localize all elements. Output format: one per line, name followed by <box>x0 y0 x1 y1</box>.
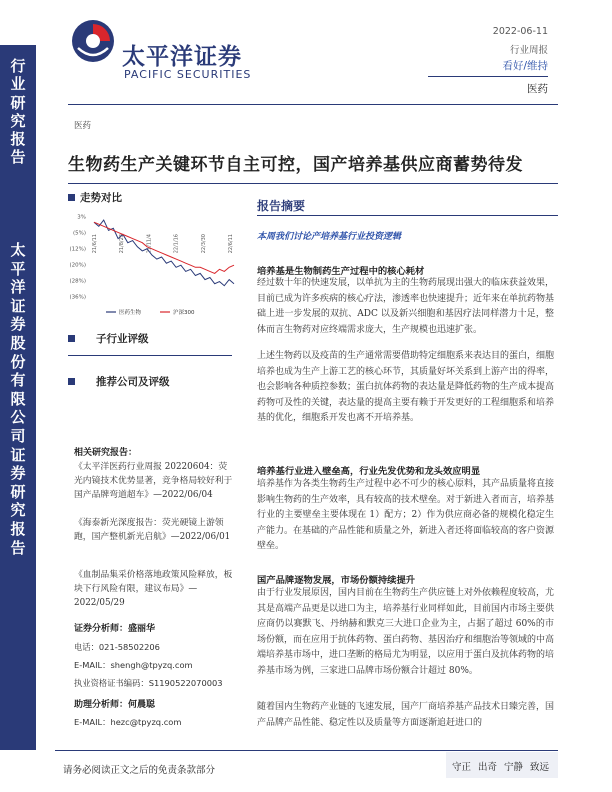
cert-label: 执业资格证书编码： <box>74 678 149 688</box>
y-tick-label: (36%) <box>69 294 86 301</box>
left-rule <box>68 355 232 356</box>
side-strip-char: 研 <box>10 482 26 501</box>
brand-name-cn: 太平洋证券 <box>122 44 242 70</box>
sector-tag: 医药 <box>74 121 92 131</box>
footer-rule <box>55 750 558 751</box>
side-strip-char: 券 <box>10 315 26 334</box>
section-heading: 培养基行业进入壁垒高，行业先发优势和龙头效应明显 <box>257 466 481 477</box>
side-strip-char: 证 <box>10 445 26 464</box>
x-tick-label: 22/3/30 <box>200 234 207 254</box>
industry-rating-title: 子行业评级 <box>96 333 149 345</box>
x-tick-label: 22/1/16 <box>173 234 180 254</box>
analyst-email <box>74 659 193 671</box>
recommend-title: 推荐公司及评级 <box>96 376 170 388</box>
phone-value: 021-58502206 <box>98 642 160 652</box>
side-strip-char: 券 <box>10 464 26 483</box>
report-title: 生物药生产关键环节自主可控，国产培养基供应商蓄势待发 <box>68 155 523 175</box>
analyst-label: 证券分析师： <box>74 624 129 634</box>
side-strip-char: 洋 <box>10 278 26 297</box>
summary-title: 报告摘要 <box>257 199 306 213</box>
section-paragraph: 经过数十年的快速发展，以单抗为主的生物药展现出强大的临床获益效果，目前已成为许多疾病的核心疗法，渗透率也快速提升；近年来在单抗药物基础上进一步发展的双抗、ADC 以及新兴细胞和基因疗法同样潜力十足，整体而言生物药对应终端需求庞大，生产规模也迅速扩张。 <box>257 278 555 335</box>
summary-rule <box>257 215 558 216</box>
side-strip-char: 证 <box>10 296 26 315</box>
summary-subtitle: 本周我们讨论产培养基行业投资逻辑 <box>257 232 402 242</box>
legend-label: 医药生物 <box>119 310 142 316</box>
x-tick-label: 21/11/4 <box>146 234 153 254</box>
assistant-name: 何晨聪 <box>128 700 156 710</box>
side-strip-char: 司 <box>10 426 26 445</box>
section-paragraph: 随着国内生物药产业链的飞速发展，国产厂商培养基产品技术日臻完善，国产品牌产品性能、稳定性以及质量等方面逐渐追赶进口的 <box>257 702 555 728</box>
side-strip-char: 研 <box>10 93 26 112</box>
email-value[interactable]: shengh@tpyzq.com <box>110 660 193 670</box>
phone-label: 电话： <box>74 642 99 652</box>
y-tick-label: (12%) <box>69 246 86 253</box>
related-report[interactable]: 《太平洋医药行业周报 20220604：荧光内镜技术优势显著，竞争格局较好利于国产品牌弯道超车》—2022/06/04 <box>74 462 233 500</box>
section-paragraph: 上述生物药以及疫苗的生产通常需要借助特定细胞系来表达目的蛋白，细胞培养也成为生产上游工艺的核心环节，其质量好坏关系到上游产出的得率，也会影响各种质控参数；蛋白抗体药物的表达量是降低药物的生产成本提高药物可及性的关键，表达量的提高主要有赖于开发更好的工程细胞系和培养基的优化，细胞系开发也离不开培养基。 <box>257 351 555 424</box>
trend-title: 走势对比 <box>80 192 122 204</box>
side-strip-char: 太 <box>10 241 26 259</box>
x-tick-label: 21/6/11 <box>92 234 98 254</box>
side-strip-char: 股 <box>10 333 26 352</box>
section-heading: 国产品牌逐物发展，市场份额持续提升 <box>257 575 416 586</box>
rating: 看好/维持 <box>502 60 548 72</box>
side-strip-char: 有 <box>10 371 26 390</box>
analyst-cert <box>74 677 223 689</box>
side-strip-company <box>0 241 36 557</box>
footer-disclaimer: 请务必阅读正文之后的免责条款部分 <box>63 765 216 776</box>
pacific-securities-logo-icon <box>70 18 116 64</box>
section-paragraph: 由于行业发展原因，国内目前在生物药生产供应链上对外依赖程度较高，尤其是高端产品更是以进口为主，培养基行业同样如此，目前国内市场主要供应商仍以赛默飞、丹纳赫和默克三大进口企业为主，占据了超过 60%的市场份额，而在应用于抗体药物、蛋白药物、基因治疗和细胞治等领域的中高端培养基市场中，进口垄断的格局尤为明显，以应用于蛋白及抗体药物的培养基市场为例，三家进口品牌市场份额合计超过 80%。 <box>257 588 555 676</box>
side-strip-report-type <box>0 57 36 167</box>
side-strip-char: 公 <box>10 408 26 427</box>
section-heading: 培养基是生物制药生产过程中的核心耗材 <box>257 266 425 277</box>
side-strip-char: 报 <box>10 519 26 538</box>
related-title: 相关研究报告： <box>74 448 138 458</box>
side-strip-char: 业 <box>10 75 26 94</box>
assistant-email <box>74 716 181 728</box>
side-strip-char: 份 <box>10 352 26 371</box>
related-report[interactable]: 《血制品集采价格落地政策风险释放，板块下行风险有限，建议布局》—2022/05/29 <box>74 570 233 608</box>
email2-value[interactable]: hezc@tpyzq.com <box>110 717 182 727</box>
y-tick-label: (20%) <box>69 262 86 269</box>
x-tick-label: 21/8/23 <box>119 234 126 254</box>
related-report[interactable]: 《海泰新光深度报告：荧光硬镜上游领跑，国产整机新光启航》—2022/06/01 <box>74 518 231 542</box>
bullet-square-icon <box>68 194 75 201</box>
email2-label: E-MAIL： <box>74 717 111 727</box>
title-rule <box>68 183 558 184</box>
x-tick-label: 22/6/11 <box>228 234 234 254</box>
top-rule <box>68 104 558 105</box>
trend-chart <box>62 208 242 320</box>
legend-label: 沪深300 <box>173 310 195 316</box>
side-strip-char: 行 <box>10 57 26 75</box>
analyst-phone <box>74 641 160 653</box>
side-strip-char: 平 <box>10 259 26 278</box>
y-tick-label: 3% <box>77 214 86 221</box>
side-strip-char: 告 <box>10 538 26 557</box>
y-tick-label: (28%) <box>69 278 86 285</box>
side-strip-char: 究 <box>10 111 26 130</box>
brand-name-en: PACIFIC SECURITIES <box>124 68 252 81</box>
header-divider <box>428 76 548 77</box>
bullet-square-icon <box>68 378 75 385</box>
series-line <box>94 220 234 286</box>
report-date: 2022-06-11 <box>492 26 548 37</box>
side-strip-char: 究 <box>10 501 26 520</box>
side-strip-char: 告 <box>10 148 26 167</box>
assistant-label: 助理分析师： <box>74 700 129 710</box>
side-strip-char: 报 <box>10 130 26 149</box>
y-tick-label: (5%) <box>72 230 86 237</box>
side-strip <box>0 45 36 750</box>
section-paragraph: 培养基作为各类生物药生产过程中必不可少的核心原料，其产品质量将直接影响生物药的生产效率，具有较高的技术壁垒。对于新进入者而言，培养基行业的主要壁垒主要体现在 1）配方；2）作为供应商必备的规模化稳定生产能力。在基础的产品性能和质量之外，新进入者还将面临较高的客户资源壁垒。 <box>257 479 555 552</box>
sector: 医药 <box>527 83 548 95</box>
analyst-name: 盛丽华 <box>128 624 156 634</box>
series-line <box>94 222 234 273</box>
footer-motto: 守正 出奇 宁静 致远 <box>452 762 550 773</box>
bullet-square-icon <box>68 335 75 342</box>
assistant-heading <box>74 697 155 710</box>
cert-value: S1190522070003 <box>148 678 223 688</box>
email-label: E-MAIL： <box>74 660 111 670</box>
side-strip-char: 限 <box>10 389 26 408</box>
report-type: 行业周报 <box>509 45 548 56</box>
analyst-heading <box>74 621 155 634</box>
